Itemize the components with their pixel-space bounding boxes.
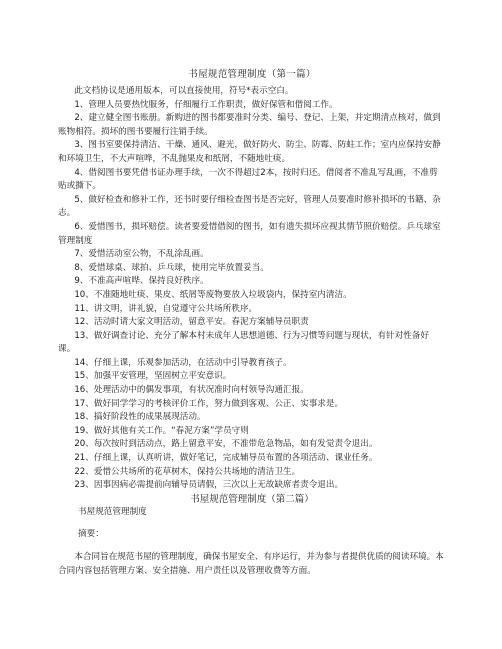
rules-list [58,99,446,493]
intro-paragraph: 此文档协议是通用版本，可以直接使用，符号*表示空白。 [74,86,294,96]
rule-item: 18、搞好阶段性的成果展现活动。 [74,412,206,423]
rule-item: 5、做好检查和修补工作，还书时要仔细检查图书是否完好，管理人员要准时修补损坏的书籍、杂志。 [58,194,441,219]
rule-item: 17、做好同学学习的考核评价工作，努力做到客观、公正、实事求是。 [74,398,344,409]
subsection-title: 书屋规范管理制度 [78,506,147,517]
rule-item: 15、加强平安管理，坚固树立平安意识。 [74,371,232,382]
rule-item: 9、不准高声喧哗、保持良好秩序。 [74,276,209,287]
rule-item: 2、建立健全图书账册。新购进的图书都要准时分类、编号、登记、上架，并定期清点核对，做到账物相符。损坏的图书要履行注销手续。 [58,113,441,137]
rule-item: 7、爱惜活动室公物，不乱涂乱画。 [74,249,209,260]
abstract-label: 摘要： [78,529,104,540]
rule-item: 22、爱惜公共场所的花草树木，保持公共场地的清洁卫生。 [74,466,301,477]
rule-item: 6、爱惜图书，损坏赔偿。读者要爱惜借阅的图书，如有遗失损坏应视其情节照价赔偿。乒乓球室管理制度 [58,221,441,246]
rule-item: 8、爱惜球桌、球拍、乒乓球，使用完毕放置妥当。 [74,262,269,273]
rule-item: 14、仔细上课，乐观参加活动，在活动中引导教育孩子。 [74,357,292,368]
rule-item: 11、讲文明，讲礼貌，自觉遵守公共场所秩序。 [74,303,258,314]
rule-item: 4、借阅图书要凭借书证办理手续，一次不得超过2本，按时归还。借阅者不准乱写乱画，不准剪贴或撕下。 [58,167,438,192]
rule-item: 1、管理人员要热忱服务，仔细履行工作职责，做好保管和借阅工作。 [74,99,338,110]
rule-item: 19、做好其他有关工作。“春泥方案”学员守则 [74,425,249,436]
abstract-paragraph: 本合同旨在规范书屋的管理制度，确保书屋安全、有序运行，并为参与者提供优质的阅读环境。本合同内容包括管理方案、安全措施、用户责任以及管理收费等方面。 [58,552,444,576]
section-title: 书屋规范管理制度（第二篇） [190,493,314,505]
rule-item: 23、因事因病必需提前向辅导员请假，三次以上无故缺席者责令退出。 [74,480,344,491]
rule-item: 10、不准随地吐痰、果皮、纸屑等废物要放入垃圾袋内，保持室内清洁。 [74,289,352,300]
rule-item: 13、做好调查讨论、充分了解本村未成年人思想道德、行为习惯等问题与现状，有针对性备好课。 [58,330,430,355]
rule-item: 3、图书室要保持清洁、干燥、通风、避光，做好防火、防尘、防霉、防蛀工作；室内应保持安静和环境卫生，不大声喧哗，不乱抛果皮和纸屑，不随地吐痰。 [58,140,441,164]
rule-item: 21、仔细上课，认真听讲，做好笔记，完成辅导员布置的各项活动、课业任务。 [74,453,378,464]
rule-item: 20、每次按时到活动点，路上留意平安，不准带危急物品，如有发觉责令退出。 [74,439,378,450]
rule-item: 12、活动时请大家文明活动，留意平安。春泥方案辅导员职责 [74,317,309,328]
rule-item: 16、处理活动中的偶发事项，有状况准时向村领导沟通汇报。 [74,385,309,396]
document-title: 书屋规范管理制度（第一篇） [188,69,316,80]
